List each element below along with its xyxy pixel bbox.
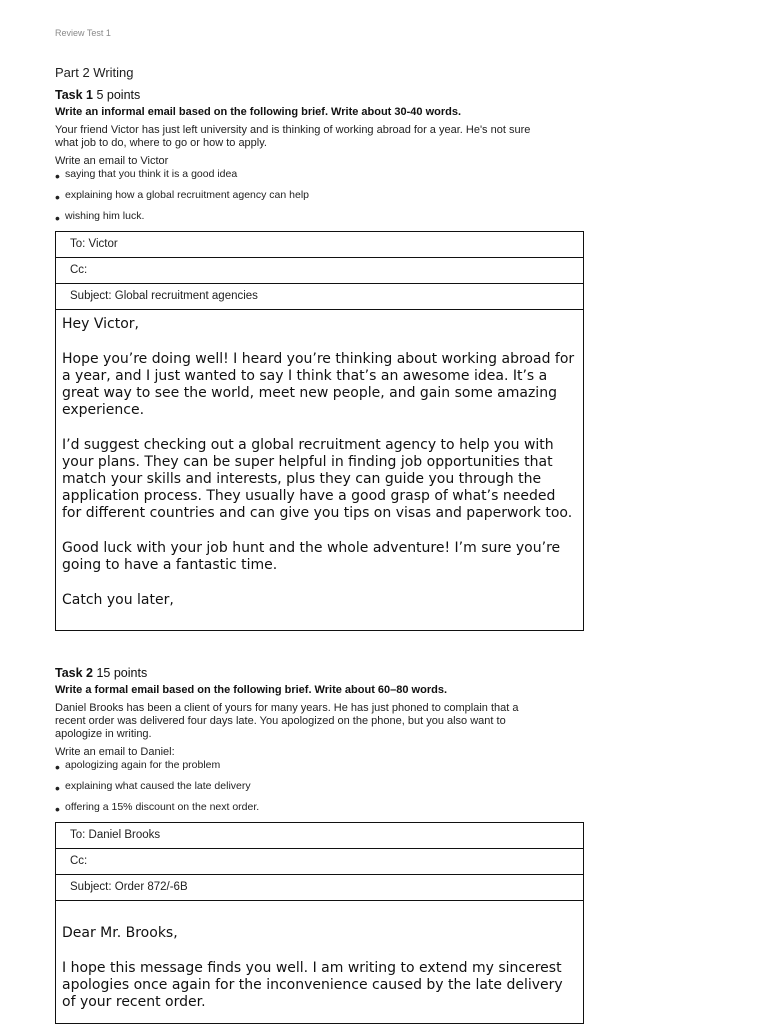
task1-bullet-text: saying that you think it is a good idea (65, 168, 238, 180)
task1-lead: Write an email to Victor (55, 155, 169, 167)
part-title: Part 2 Writing (55, 65, 134, 80)
task2-brief-line: apologize in writing. (55, 728, 152, 740)
task2-bullet-text: apologizing again for the problem (65, 759, 221, 771)
email-paragraph: Good luck with your job hunt and the whole adventure! I’m sure you’re going to have a fantastic time. (62, 540, 561, 573)
task2-bullet (55, 801, 259, 817)
bullet-icon: • (55, 210, 60, 226)
task1-bullet (55, 189, 309, 205)
task2-label: Task 2 (55, 666, 93, 680)
task1-bullet (55, 210, 144, 226)
task1-brief (55, 124, 530, 150)
task2-email-body[interactable] (55, 900, 584, 1024)
task2-to-field[interactable]: To: Daniel Brooks (56, 823, 583, 849)
bullet-icon: • (55, 780, 60, 796)
task1-label: Task 1 (55, 88, 93, 102)
task2-bullet-text: explaining what caused the late delivery (65, 780, 251, 792)
task2-lead: Write an email to Daniel: (55, 746, 175, 758)
task2-cc-field[interactable]: Cc: (56, 849, 583, 875)
task1-email-body[interactable] (55, 309, 584, 631)
email-paragraph: Hope you’re doing well! I heard you’re thinking about working abroad for a year, and I just wanted to say I think that’s an awesome idea. It’s a great way to see the world, meet new people, and gain some amazing experience. (62, 351, 575, 418)
bullet-icon: • (55, 189, 60, 205)
task2-bullet (55, 759, 220, 775)
email-paragraph: I’d suggest checking out a global recruitment agency to help you with your plans. They can be super helpful in finding job opportunities that match your skills and interests, plus they can guide you through the application process. They usually have a good grasp of what’s needed for different countries and can give you tips on visas and paperwork too. (62, 437, 573, 521)
task1-instruction: Write an informal email based on the following brief. Write about 30-40 words. (55, 106, 462, 118)
task1-points: 5 points (93, 88, 141, 102)
task1-email-header (55, 231, 584, 310)
bullet-icon: • (55, 759, 60, 775)
task1-bullet-text: wishing him luck. (65, 210, 145, 222)
task1-brief-line: what job to do, where to go or how to apply. (55, 137, 267, 149)
email-paragraph: Catch you later, (62, 592, 174, 608)
task2-points: 15 points (93, 666, 148, 680)
task2-brief-line: Daniel Brooks has been a client of yours for many years. He has just phoned to complain that a (55, 702, 519, 714)
task1-brief-line: Your friend Victor has just left university and is thinking of working abroad for a year. He's not sure (55, 124, 531, 136)
email-paragraph: Dear Mr. Brooks, (62, 925, 178, 941)
bullet-icon: • (55, 801, 60, 817)
email-paragraph: I hope this message finds you well. I am writing to extend my sincerest apologies once again for the inconvenience caused by the late delivery of your recent order. (62, 960, 563, 1010)
task1-bullet (55, 168, 237, 184)
task2-subject-field[interactable]: Subject: Order 872/-6B (70, 881, 188, 893)
task1-subject-field[interactable]: Subject: Global recruitment agencies (70, 290, 258, 302)
page-header: Review Test 1 (55, 28, 111, 38)
task1-bullet-text: explaining how a global recruitment agency can help (65, 189, 309, 201)
task1-cc-field[interactable]: Cc: (56, 258, 583, 284)
bullet-icon: • (55, 168, 60, 184)
task2-brief-line: recent order was delivered four days late. You apologized on the phone, but you also want to (55, 715, 506, 727)
task1-to-field[interactable]: To: Victor (56, 232, 583, 258)
task2-bullet (55, 780, 251, 796)
task2-email-header (55, 822, 584, 901)
email-paragraph: Hey Victor, (62, 316, 139, 332)
task2-instruction: Write a formal email based on the following brief. Write about 60–80 words. (55, 684, 448, 696)
task2-title (55, 666, 147, 680)
task2-bullet-text: offering a 15% discount on the next order. (65, 801, 260, 813)
task1-title (55, 88, 140, 102)
task2-brief (55, 702, 518, 741)
